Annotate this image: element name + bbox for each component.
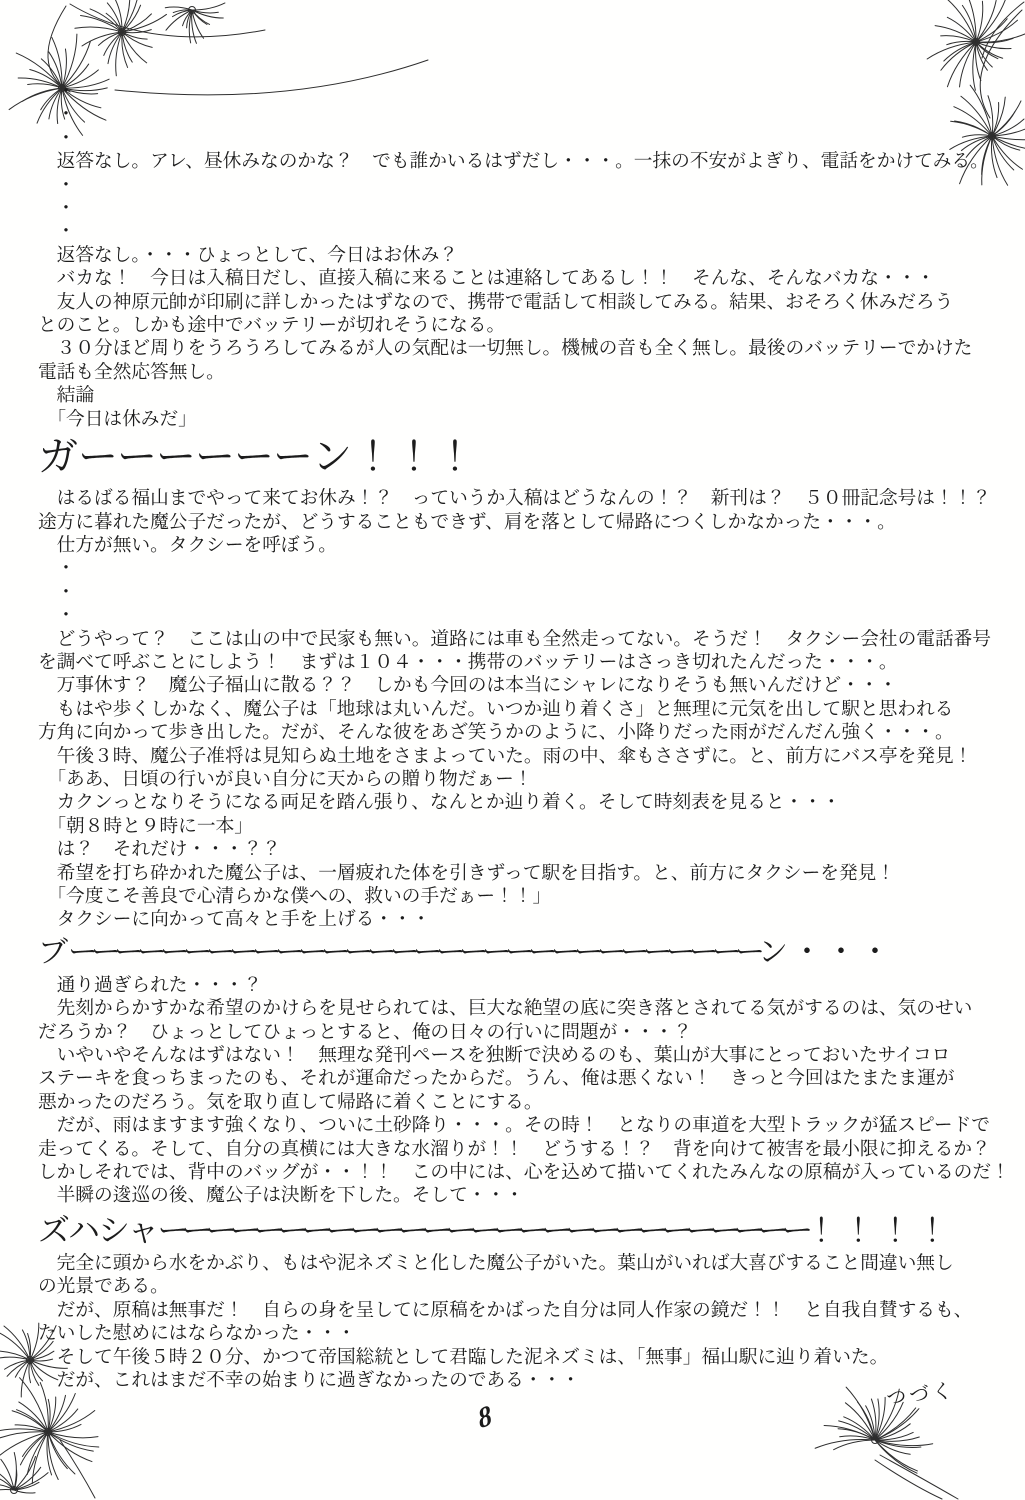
text-line: ・ [38, 127, 76, 149]
text-line: 返答なし。・・・ひょっとして、今日はお休み？ [38, 244, 459, 266]
text-line: 「ああ、日頃の行いが良い自分に天からの贈り物だぁー！ [38, 768, 533, 790]
text-line: だが、これはまだ不幸の始まりに過ぎなかったのである・・・ [38, 1369, 580, 1391]
text-line: 走ってくる。そして、自分の真横には大きな水溜りが！！ どうする！？ 背を向けて被害を最小限に抑えるか？ [38, 1138, 991, 1160]
text-line: どうやって？ ここは山の中で民家も無い。道路には車も全然走ってない。そうだ！ タクシー会社の電話番号 [38, 628, 992, 650]
sfx-line [38, 433, 998, 481]
text-line: を調べて呼ぶことにしよう！ まずは１０４・・・携帯のバッテリーはさっき切れたんだった・・・。 [38, 651, 898, 673]
text-line: はるばる福山までやって来てお休み！？ っていうか入稿はどうなんの！？ 新刊は？ ５０冊記念号は！！？ [38, 488, 992, 510]
sfx-dash: ーーーーーーーーーーーーーーーーーーーーーーーーーーーーーー [68, 935, 758, 969]
text-line: 午後３時、魔公子准将は見知らぬ土地をさまよっていた。雨の中、傘もささずに。と、前方にバス亭を発見！ [38, 745, 973, 767]
sfx-line [38, 1211, 998, 1249]
text-line: たいした慰めにはならなかった・・・ [38, 1323, 356, 1345]
text-line: 通り過ぎられた・・・？ [38, 974, 263, 996]
text-line: そして午後５時２０分、かつて帝国総統として君臨した泥ネズミは、「無事」福山駅に辿り着いた。 [38, 1346, 889, 1368]
text-line: ・ [38, 605, 76, 627]
text-lines [38, 80, 1010, 1392]
text-line: の光景である。 [38, 1276, 169, 1298]
text-line: 返答なし。アレ、昼休みなのかな？ でも誰かいるはずだし・・・。一抹の不安がよぎり、電話をかけてみる。 [38, 151, 989, 173]
page-number: 8 [475, 1399, 495, 1436]
text-line: ・ [38, 581, 76, 603]
text-line: 「朝８時と９時に一本」 [38, 815, 253, 837]
text-line: 方角に向かって歩き出した。だが、そんな彼をあざ笑うかのように、小降りだった雨がだんだん強く・・・。 [38, 722, 954, 744]
text-line: だろうか？ ひょっとしてひょっとすると、俺の日々の行いに問題が・・・？ [38, 1021, 693, 1043]
text-line: 電話も全然応答無し。 [38, 361, 225, 383]
text-line: だが、原稿は無事だ！ 自らの身を呈してに原稿をかばった自分は同人作家の鏡だ！！ と自我自賛するも、 [38, 1299, 973, 1321]
sfx-dash: ーーーーーーーーーーーーーーーーーーーーーーーーーーー [157, 1211, 806, 1248]
text-line: カクンっとなりそうになる両足を踏ん張り、なんとか辿り着く。そして時刻表を見ると・・・ [38, 792, 841, 814]
sfx-head: ガ [38, 434, 78, 480]
text-line: 「今日は休みだ」 [38, 408, 197, 430]
text-line: 半瞬の逡巡の後、魔公子は決断を下した。そして・・・ [38, 1185, 524, 1207]
text-line: 友人の神原元帥が印刷に詳しかったはずなので、携帯で電話して相談してみる。結果、おそろく休みだろう [38, 291, 954, 313]
sfx-tail: ！！！！ [805, 1211, 954, 1248]
text-line: ・ [38, 221, 76, 243]
text-line: もはや歩くしかなく、魔公子は「地球は丸いんだ。いつか辿り着くさ」と無理に元気を出して駅と思われる [38, 698, 954, 720]
text-line: 完全に頭から水をかぶり、もはや泥ネズミと化した魔公子がいた。葉山がいれば大喜びすること間違い無し [38, 1252, 954, 1274]
sfx-head: ブ [38, 935, 68, 969]
text-line: ・ [38, 174, 76, 196]
text-line: ステーキを食っちまったのも、それが運命だったからだ。うん、俺は悪くない！ きっと今回はたまたま運が [38, 1068, 955, 1090]
text-line: とのこと。しかも途中でバッテリーが切れそうになる。 [38, 315, 506, 337]
text-line: ・ [38, 198, 76, 220]
text-line: ３０分ほど周りをうろうろしてみるが人の気配は一切無し。機械の音も全く無し。最後のバッテリーでかけた [38, 338, 973, 360]
sfx-line [38, 935, 998, 971]
continued-label: つづく [885, 1379, 957, 1411]
text-line: だが、雨はますます強くなり、ついに土砂降り・・・。その時！ となりの車道を大型トラックが猛スピードで [38, 1115, 990, 1137]
sfx-tail: ン・・・ [758, 935, 894, 969]
text-line: 悪かったのだろう。気を取り直して帰路に着くことにする。 [38, 1091, 543, 1113]
sfx-head: ズハシャ [38, 1211, 158, 1248]
text-line: ・ [38, 104, 76, 126]
text-line: 途方に暮れた魔公子だったが、どうすることもできず、肩を落として帰路につくしかなかった・・・。 [38, 511, 896, 533]
text-line: ・ [38, 558, 76, 580]
text-line: ・ [38, 81, 76, 102]
text-line: バカな！ 今日は入稿日だし、直接入稿に来ることは連絡してあるし！！ そんな、そんなバカな・・・ [38, 268, 935, 290]
text-line: 仕方が無い。タクシーを呼ぼう。 [38, 534, 337, 556]
sfx-tail: ン！！！ [312, 434, 476, 480]
text-line: いやいやそんなはずはない！ 無理な発刊ペースを独断で決めるのも、葉山が大事にとっておいたサイコロ [38, 1045, 951, 1067]
sfx-dash: ーーーーーー [78, 434, 312, 480]
text-line: 先刻からかすかな希望のかけらを見せられては、巨大な絶望の底に突き落とされてる気がするのは、気のせい [38, 998, 973, 1020]
text-line: 「今度こそ善良で心清らかな僕への、救いの手だぁー！！」 [38, 886, 552, 907]
text-line: 結論 [38, 385, 95, 407]
text-line: しかしそれでは、背中のバッグが・・！！ この中には、心を込めて描いてくれたみんなの原稿が入っているのだ！ [38, 1162, 1010, 1184]
text-line: 希望を打ち砕かれた魔公子は、一層疲れた体を引きずって駅を目指す。と、前方にタクシーを発見！ [38, 862, 896, 884]
text-line: 万事休す？ 魔公子福山に散る？？ しかも今回のは本当にシャレになりそうも無いんだけど・・・ [38, 675, 898, 697]
text-line: は？ それだけ・・・？？ [38, 839, 281, 861]
text-line: タクシーに向かって高々と手を上げる・・・ [38, 909, 431, 931]
